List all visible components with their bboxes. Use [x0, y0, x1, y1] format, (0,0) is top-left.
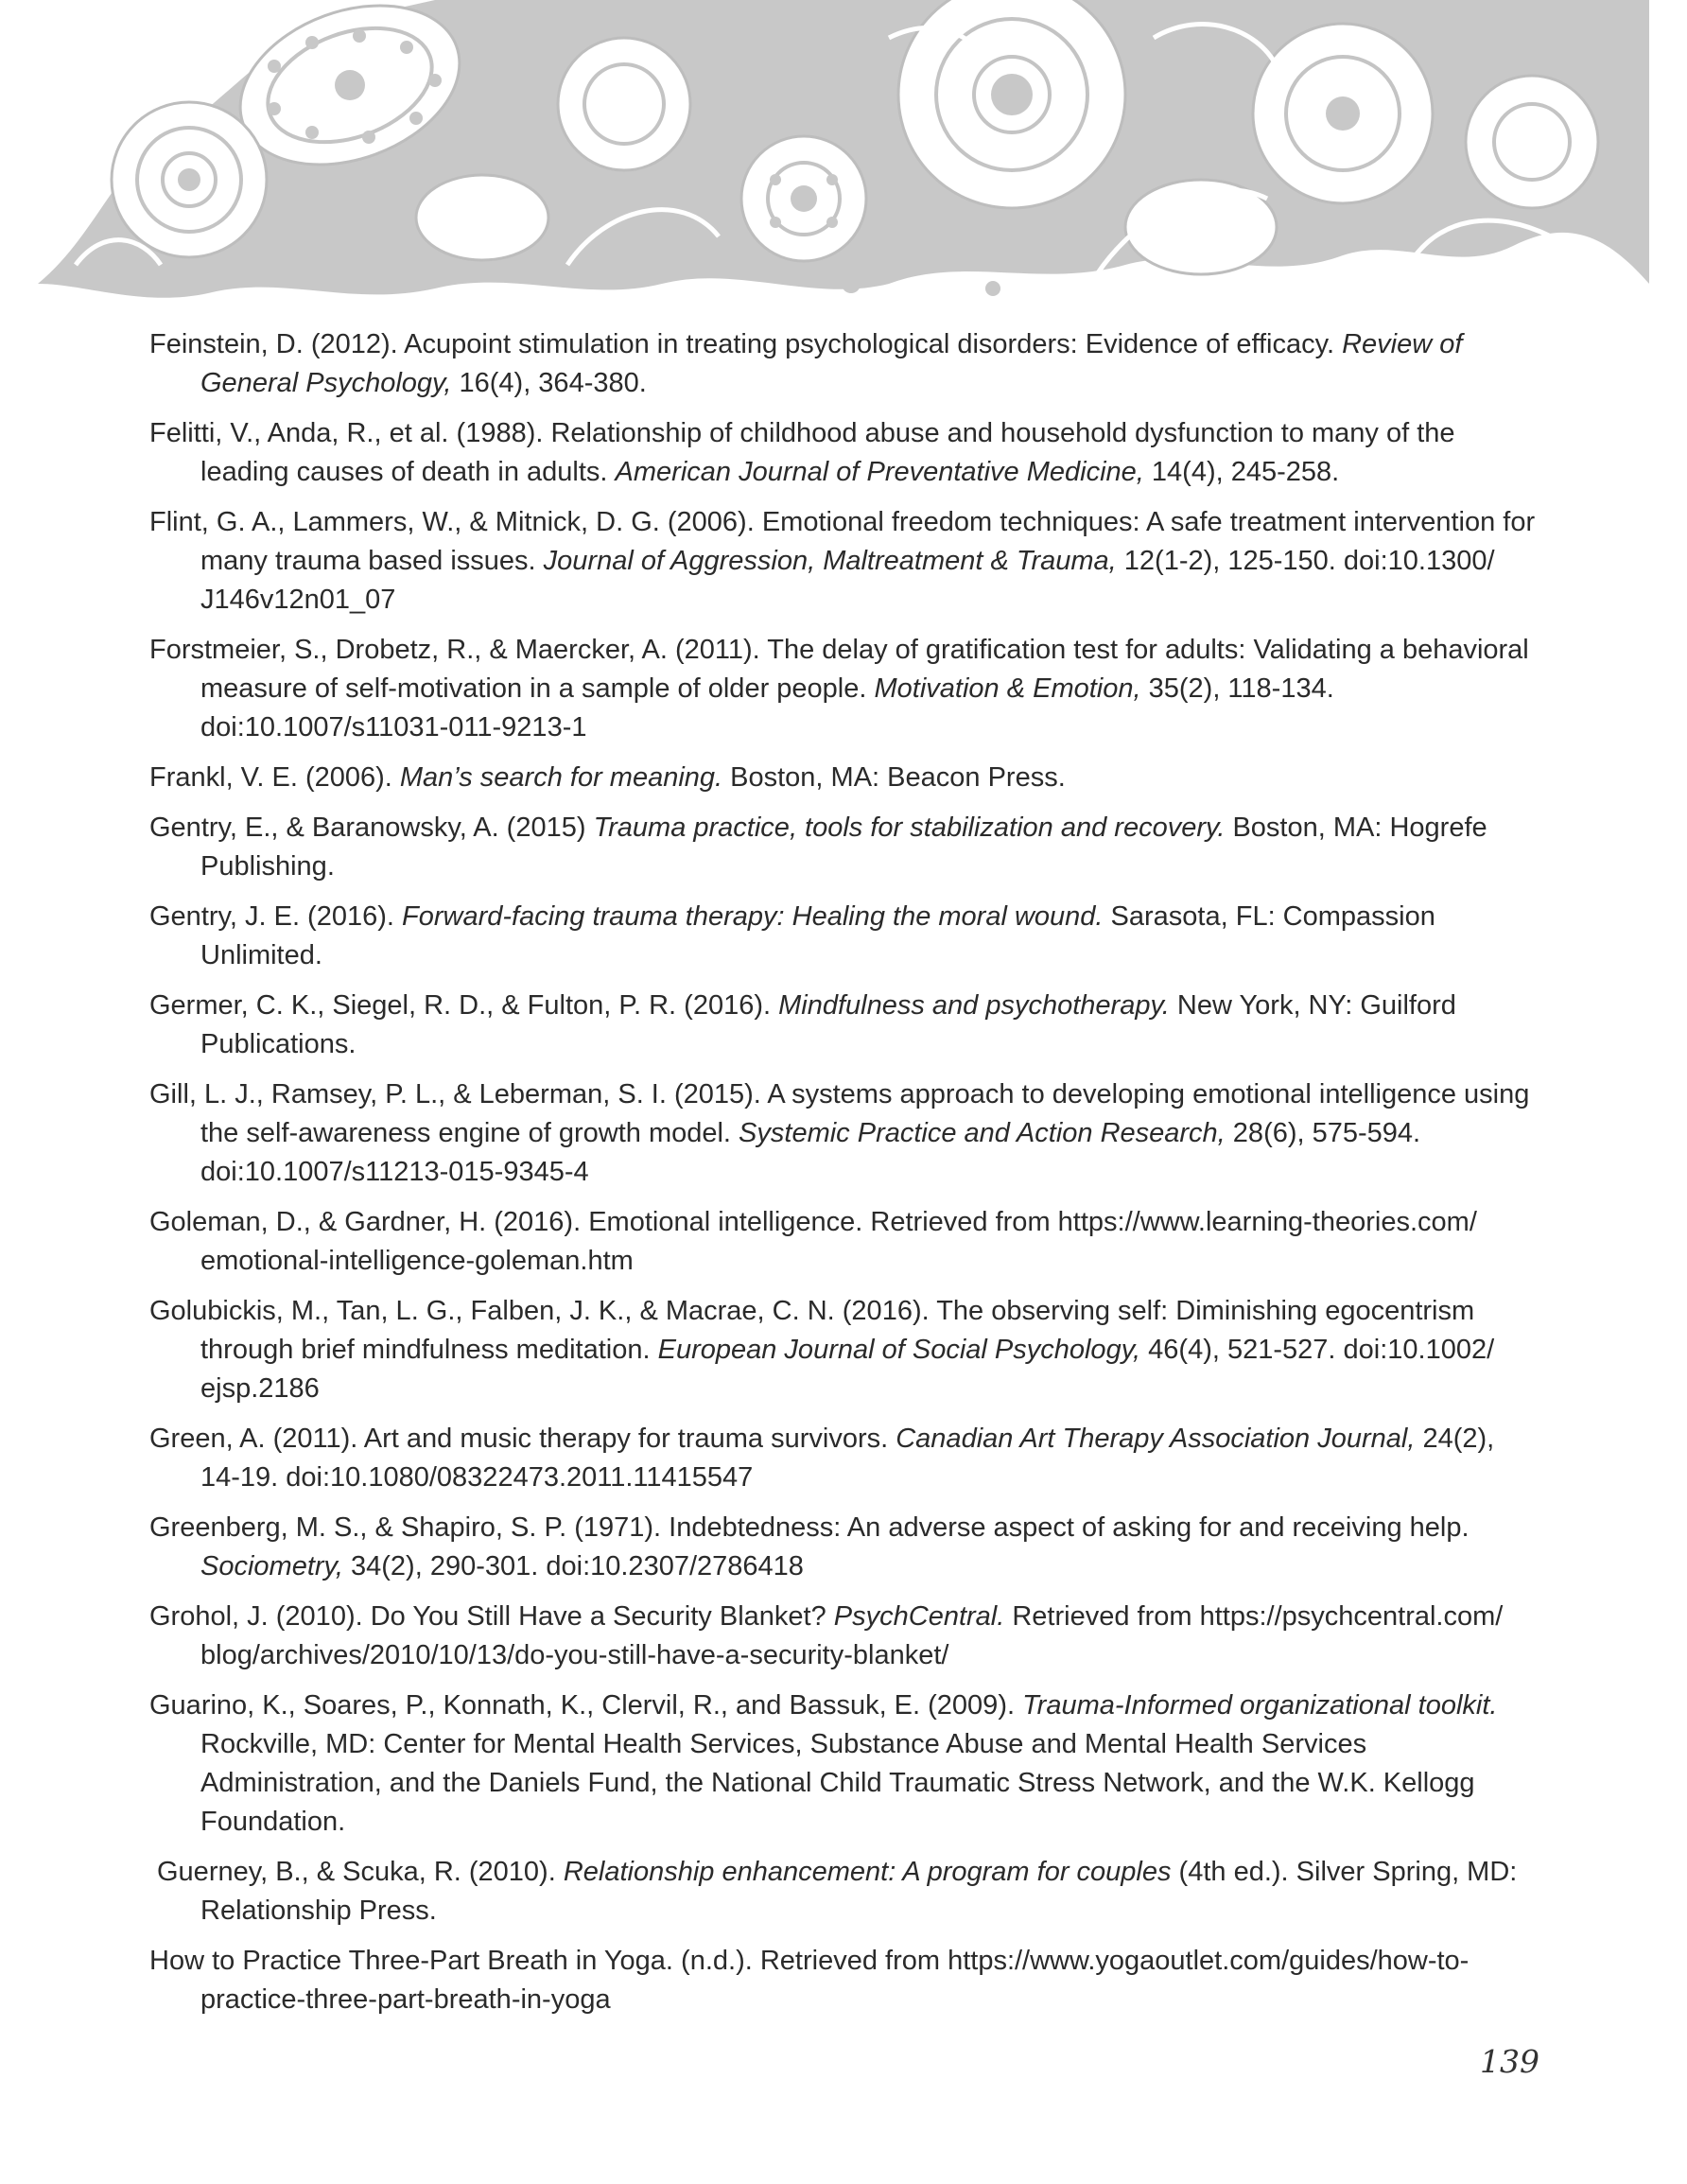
reference-entry: Green, A. (2011). Art and music therapy for trauma survivors. Canadian Art Therapy Association Journal, 24(2), 14-19. doi:10.1080/08322473.2011.11415547 — [149, 1424, 1495, 1493]
reference-entry: How to Practice Three-Part Breath in Yoga. (n.d.). Retrieved from https://www.yogaoutlet.com/guides/how-to-practice-three-part-breath-in-yoga — [149, 1946, 1470, 2015]
reference-entry: Forstmeier, S., Drobetz, R., & Maercker, A. (2011). The delay of gratification test for adults: Validating a behavioral measure of self-motivation in a sample of older people. Motivation & Emotion, 35(2), 118-134. doi:10.1007/s11031-011-9213-1 — [149, 635, 1529, 743]
reference-entry: Feinstein, D. (2012). Acupoint stimulation in treating psychological disorders: Evidence of efficacy. Review of General Psychology, 16(4), 364-380. — [149, 329, 1463, 398]
reference-entry: Greenberg, M. S., & Shapiro, S. P. (1971). Indebtedness: An adverse aspect of asking for and receiving help. Sociometry, 34(2), 290-301. doi:10.2307/2786418 — [149, 1512, 1470, 1581]
reference-entry: Gill, L. J., Ramsey, P. L., & Leberman, S. I. (2015). A systems approach to developing emotional intelligence using the self-awareness engine of growth model. Systemic Practice and Action Research, 28(6), 575-594. doi:10.1007/s11213-015-9345-4 — [149, 1079, 1530, 1187]
reference-entry: Guerney, B., & Scuka, R. (2010). Relationship enhancement: A program for couples (4th ed.). Silver Spring, MD: Relationship Press. — [157, 1857, 1518, 1926]
reference-entry: Flint, G. A., Lammers, W., & Mitnick, D. G. (2006). Emotional freedom techniques: A safe treatment intervention for many trauma based issues. Journal of Aggression, Maltreatment & Trauma, 12(1-2), 125-150. doi:10.1300/ J146v12n01_07 — [149, 507, 1536, 615]
reference-entry: Gentry, J. E. (2016). Forward-facing trauma therapy: Healing the moral wound. Sarasota, FL: Compassion Unlimited. — [149, 901, 1435, 970]
reference-entry: Guarino, K., Soares, P., Konnath, K., Clervil, R., and Bassuk, E. (2009). Trauma-Informed organizational toolkit. Rockville, MD: Center for Mental Health Services, Substance Abuse and Mental Health Services Administration, and the Daniels Fund, the National Child Traumatic Stress Network, and the W.K. Kellogg Foundation. — [149, 1690, 1498, 1837]
reference-entry: Gentry, E., & Baranowsky, A. (2015) Trauma practice, tools for stabilization and recovery. Boston, MA: Hogrefe Publishing. — [149, 812, 1487, 882]
reference-entry: Germer, C. K., Siegel, R. D., & Fulton, P. R. (2016). Mindfulness and psychotherapy. New York, NY: Guilford Publications. — [149, 990, 1456, 1059]
reference-entry: Goleman, D., & Gardner, H. (2016). Emotional intelligence. Retrieved from https://www.learning-theories.com/ emotional-intelligence-goleman.htm — [149, 1207, 1477, 1276]
page-number: 139 — [1480, 2043, 1539, 2080]
reference-entry: Frankl, V. E. (2006). Man’s search for meaning. Boston, MA: Beacon Press. — [149, 762, 1066, 793]
reference-list — [149, 325, 1539, 2031]
reference-entry: Golubickis, M., Tan, L. G., Falben, J. K., & Macrae, C. N. (2016). The observing self: Diminishing egocentrism through brief mindfulness meditation. European Journal of Social Psychology, 46(4), 521-527. doi:10.1002/ ejsp.2186 — [149, 1296, 1495, 1404]
reference-entry: Felitti, V., Anda, R., et al. (1988). Relationship of childhood abuse and household dysfunction to many of the leading causes of death in adults. American Journal of Preventative Medicine, 14(4), 245-258. — [149, 418, 1455, 487]
reference-entry: Grohol, J. (2010). Do You Still Have a Security Blanket? PsychCentral. Retrieved from https://psychcentral.com/ blog/archives/2010/10/13/do-you-still-have-a-security-blanket/ — [149, 1601, 1504, 1670]
ornamental-banner-image — [38, 0, 1649, 307]
